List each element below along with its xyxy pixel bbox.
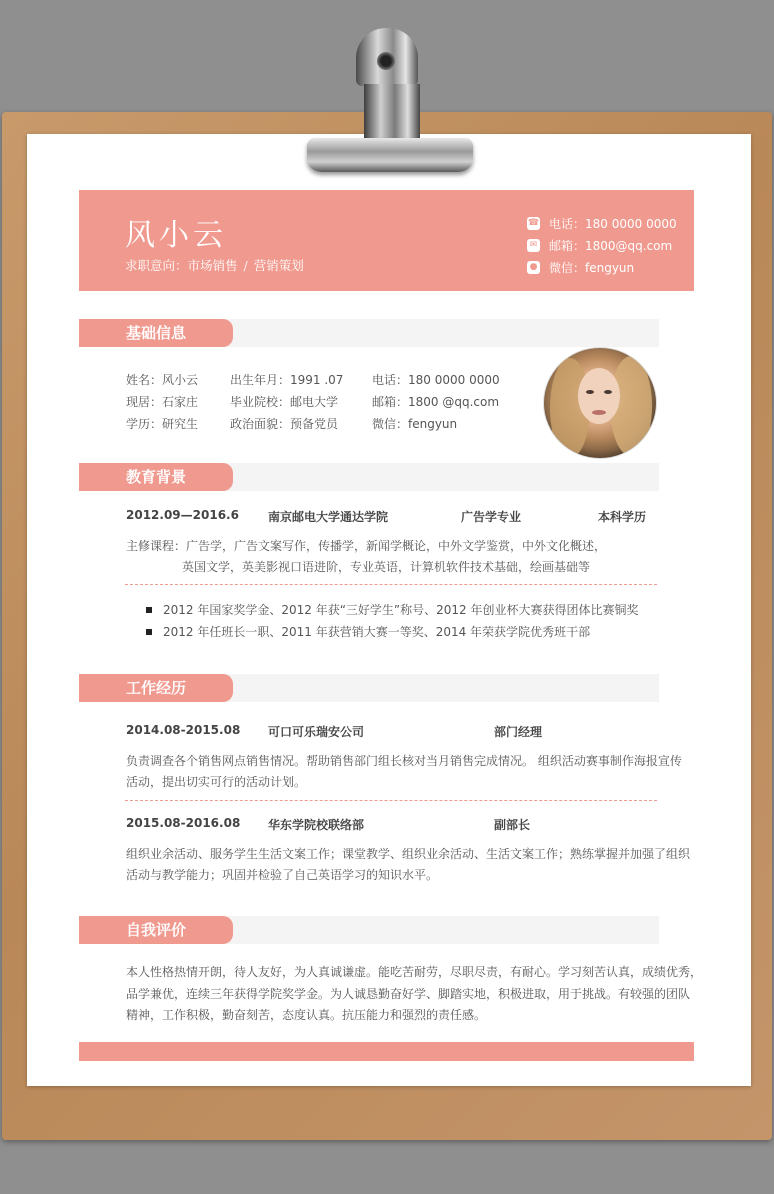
binder-clip-base [307, 138, 473, 172]
avatar-face [578, 368, 620, 424]
job2-period: 2015.08-2016.08 [126, 816, 241, 830]
divider [125, 800, 657, 801]
job-intent-label: 求职意向：市场销售 [125, 258, 238, 273]
basic-wechat: 微信：fengyun [372, 417, 458, 431]
avatar-eye-left [586, 390, 594, 394]
binder-clip-hole [377, 52, 395, 70]
resume-header [79, 190, 694, 291]
award-item-2 [146, 623, 590, 640]
header-contacts [527, 212, 677, 278]
self-line2: 品学兼优，连续三年获得学院奖学金。为人诚恳勤奋好学、脚踏实地，积极进取，用于挑战。有较强的团队 [126, 987, 691, 1001]
candidate-name: 风小云 [125, 218, 227, 253]
contact-phone [527, 212, 677, 234]
binder-clip-neck [364, 84, 420, 144]
basic-political: 政治面貌：预备党员 [230, 417, 339, 431]
contact-mail [527, 234, 677, 256]
section-basic [79, 319, 659, 347]
phone-icon: ☎ [527, 217, 540, 228]
avatar-lips [592, 410, 606, 415]
section-work [79, 674, 659, 702]
award-item-1 [146, 601, 639, 618]
edu-courses-line1: 主修课程：广告学，广告文案写作，传播学，新闻学概论，中外文学鉴赏，中外文化概述， [126, 539, 607, 553]
award-text-1: 2012 年国家奖学金、2012 年获“三好学生”称号、2012 年创业杯大赛获得团体比赛铜奖 [163, 603, 639, 617]
edu-period: 2012.09—2016.6 [126, 508, 239, 522]
job1-desc-line2: 活动，提出切实可行的活动计划。 [126, 775, 307, 789]
edu-school: 南京邮电大学通达学院 [268, 510, 389, 524]
bullet-icon [146, 607, 152, 613]
job2-desc-line2: 活动与教学能力；巩固并检验了自己英语学习的知识水平。 [126, 868, 439, 882]
section-work-title: 工作经历 [79, 674, 233, 702]
edu-major: 广告学专业 [461, 510, 522, 524]
job2-desc-line1: 组织业余活动、服务学生生活文案工作；课堂教学、组织业余活动、生活文案工作；熟练掌握并加强了组织 [126, 847, 691, 861]
section-education-title: 教育背景 [79, 463, 233, 491]
divider [125, 584, 657, 585]
section-basic-title: 基础信息 [79, 319, 233, 347]
basic-residence: 现居：石家庄 [126, 395, 199, 409]
job1-position: 部门经理 [494, 725, 543, 739]
mail-icon: ✉ [527, 239, 540, 252]
award-text-2: 2012 年任班长一职、2011 年获营销大赛一等奖、2014 年荣获学院优秀班干部 [163, 625, 591, 639]
job-intent-role: 营销策划 [253, 258, 304, 273]
section-education [79, 463, 659, 491]
avatar [543, 347, 657, 459]
edu-degree: 本科学历 [598, 510, 647, 524]
job1-desc-line1: 负责调查各个销售网点销售情况。帮助销售部门组长核对当月销售完成情况。 组织活动赛事制作海报宣传 [126, 754, 682, 768]
contact-wechat [527, 256, 677, 278]
section-self [79, 916, 659, 944]
contact-phone-text: 电话：180 0000 0000 [549, 216, 677, 231]
job-intent-separator: / [243, 258, 248, 273]
footer-bar [79, 1042, 694, 1061]
self-line1: 本人性格热情开朗，待人友好，为人真诚谦虚。能吃苦耐劳，尽职尽责，有耐心。学习刻苦认真，成绩优秀， [126, 965, 703, 979]
basic-birth: 出生年月：1991 .07 [230, 373, 344, 387]
job1-company: 可口可乐瑞安公司 [268, 725, 365, 739]
self-line3: 精神，工作积极，勤奋刻苦，态度认真。抗压能力和强烈的责任感。 [126, 1008, 487, 1022]
job-intent [125, 256, 304, 274]
contact-wechat-text: 微信：fengyun [549, 260, 635, 275]
job2-position: 副部长 [494, 818, 531, 832]
basic-email: 邮箱：1800 @qq.com [372, 395, 500, 409]
job1-period: 2014.08-2015.08 [126, 723, 241, 737]
bullet-icon [146, 629, 152, 635]
basic-education: 学历：研究生 [126, 417, 199, 431]
avatar-eye-right [604, 390, 612, 394]
section-self-title: 自我评价 [79, 916, 233, 944]
basic-school: 毕业院校：邮电大学 [230, 395, 339, 409]
job2-company: 华东学院校联络部 [268, 818, 365, 832]
edu-courses-line2: 英国文学，英美影视口语进阶，专业英语，计算机软件技术基础，绘画基础等 [182, 560, 591, 574]
basic-name: 姓名：风小云 [126, 373, 199, 387]
wechat-icon: ● [527, 261, 540, 274]
contact-mail-text: 邮箱：1800@qq.com [549, 238, 673, 253]
basic-phone: 电话：180 0000 0000 [372, 373, 500, 387]
